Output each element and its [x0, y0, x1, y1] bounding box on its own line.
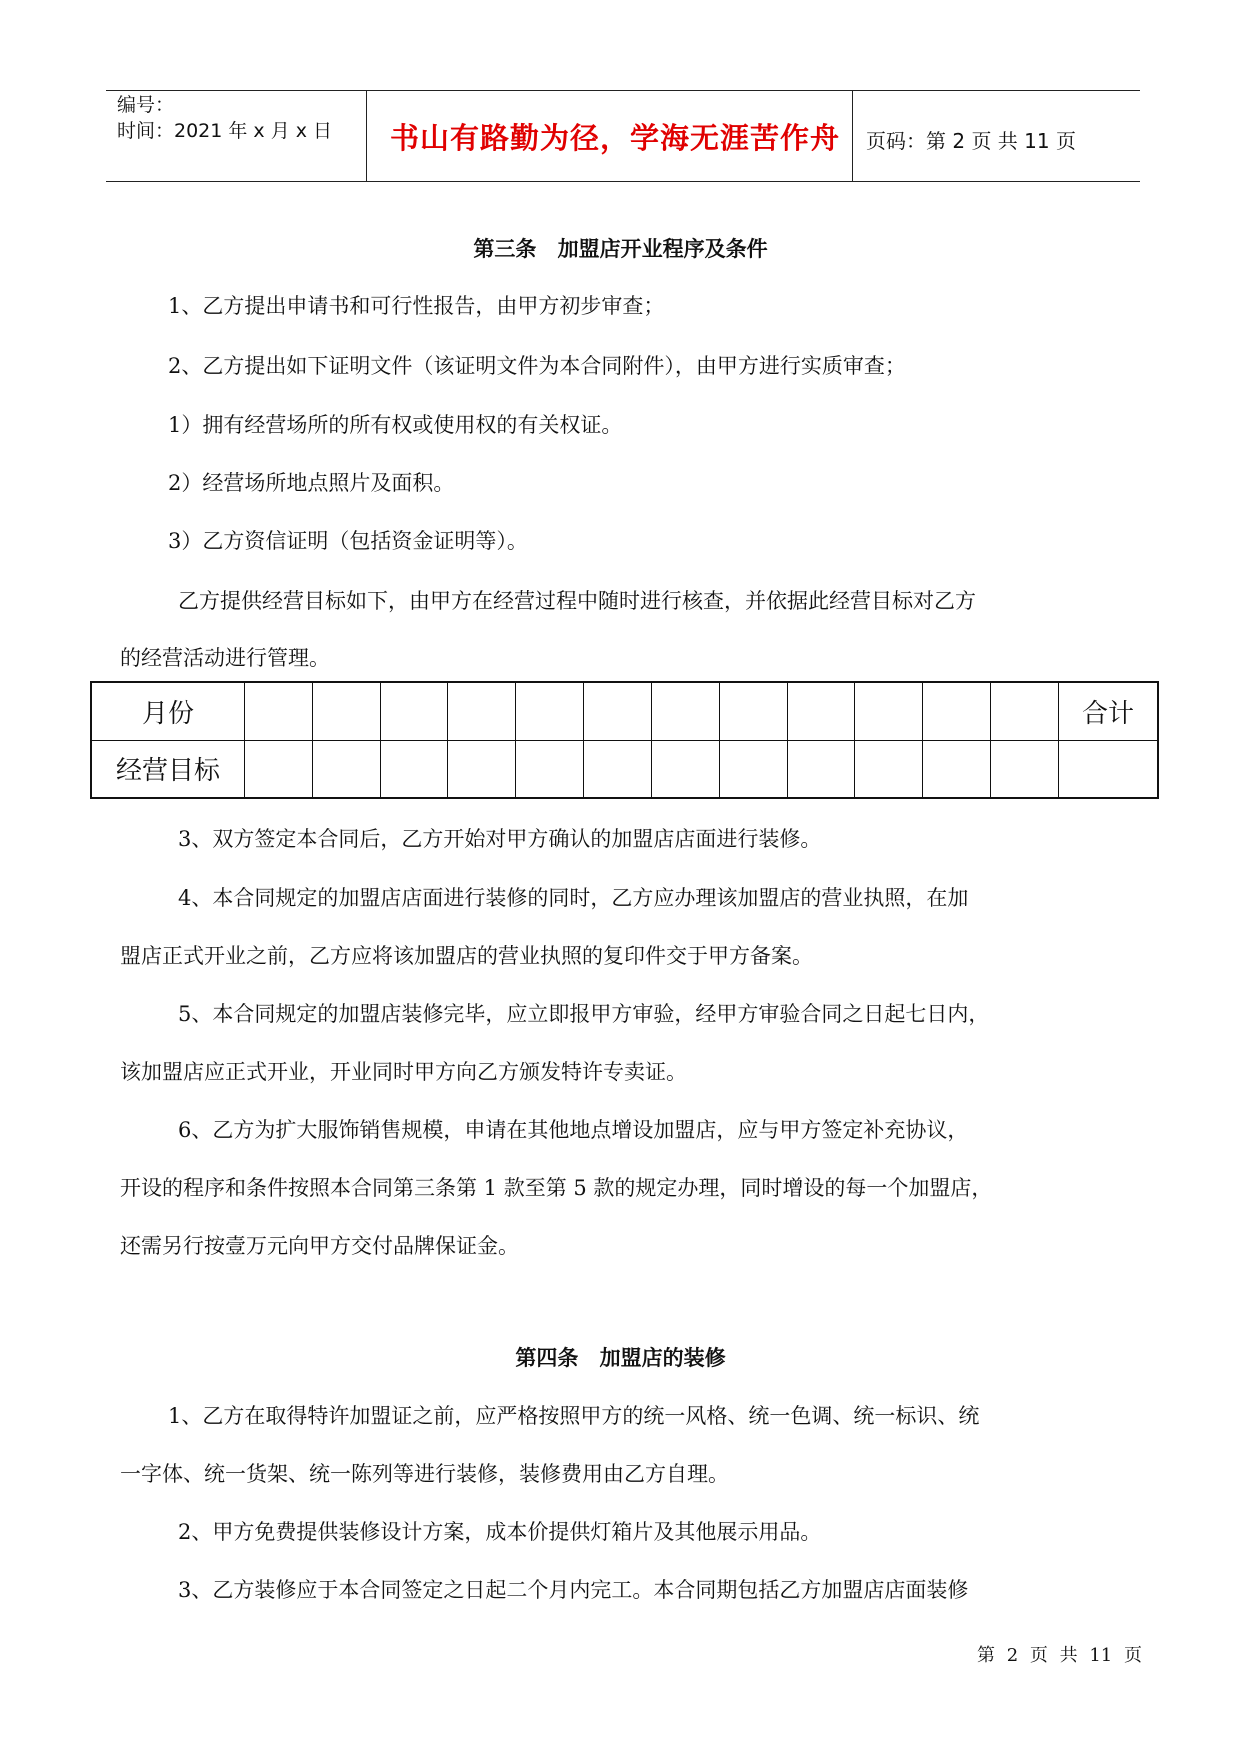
- header-top-rule: [106, 90, 1140, 91]
- article-3-item-2: 2、乙方提出如下证明文件（该证明文件为本合同附件），由甲方进行实质审查；: [168, 354, 906, 378]
- table-cell: [245, 682, 313, 740]
- article-3-item-6-line-2: 开设的程序和条件按照本合同第三条第 1 款至第 5 款的规定办理，同时增设的每一个加盟店，: [120, 1176, 993, 1200]
- target-label-cell: 经营目标: [91, 740, 245, 798]
- article-4-item-2: 2、甲方免费提供装修设计方案，成本价提供灯箱片及其他展示用品。: [178, 1520, 822, 1544]
- header-divider-left: [366, 90, 367, 181]
- table-cell: [855, 682, 923, 740]
- article-3-item-5-line-1: 5、本合同规定的加盟店装修完毕，应立即报甲方审验，经甲方审验合同之日起七日内，: [178, 1002, 990, 1026]
- table-cell: [448, 740, 516, 798]
- article-3-item-3: 3、双方签定本合同后，乙方开始对甲方确认的加盟店店面进行装修。: [178, 827, 822, 851]
- document-time: 时间：2021 年 x 月 x 日: [117, 120, 333, 142]
- header-motto: 书山有路勤为径，学海无涯苦作舟: [390, 121, 841, 155]
- table-cell: [516, 682, 584, 740]
- article-3-item-5-line-2: 该加盟店应正式开业，开业同时甲方向乙方颁发特许专卖证。: [120, 1060, 687, 1084]
- target-paragraph-line-2: 的经营活动进行管理。: [120, 646, 330, 670]
- month-label-cell: 月份: [91, 682, 245, 740]
- table-cell: [380, 682, 448, 740]
- table-cell: [923, 682, 991, 740]
- article-3-sub-3: 3）乙方资信证明（包括资金证明等）。: [168, 529, 528, 553]
- table-cell: [584, 682, 652, 740]
- total-label-cell: 合计: [1059, 682, 1159, 740]
- table-cell: [1059, 740, 1159, 798]
- header-page-code: 页码：第 2 页 共 11 页: [866, 129, 1076, 153]
- table-cell: [651, 682, 719, 740]
- table-cell: [651, 740, 719, 798]
- table-cell: [787, 740, 855, 798]
- header-divider-right: [852, 90, 853, 181]
- table-cell: [448, 682, 516, 740]
- table-cell: [516, 740, 584, 798]
- table-cell: [719, 682, 787, 740]
- table-cell: [312, 740, 380, 798]
- article-3-item-4-line-1: 4、本合同规定的加盟店店面进行装修的同时，乙方应办理该加盟店的营业执照，在加: [178, 886, 969, 910]
- table-cell: [312, 682, 380, 740]
- table-row: [91, 682, 1158, 740]
- table-cell: [855, 740, 923, 798]
- business-target-table: [90, 681, 1159, 799]
- article-3-sub-1: 1）拥有经营场所的所有权或使用权的有关权证。: [168, 413, 623, 437]
- article-3-title: 第三条 加盟店开业程序及条件: [473, 237, 768, 261]
- table-cell: [923, 740, 991, 798]
- article-3-sub-2: 2）经营场所地点照片及面积。: [168, 471, 455, 495]
- table-cell: [991, 682, 1059, 740]
- table-cell: [991, 740, 1059, 798]
- article-4-title: 第四条 加盟店的装修: [515, 1346, 726, 1370]
- article-3-item-4-line-2: 盟店正式开业之前，乙方应将该加盟店的营业执照的复印件交于甲方备案。: [120, 944, 813, 968]
- article-4-item-3-line-1: 3、乙方装修应于本合同签定之日起二个月内完工。本合同期包括乙方加盟店店面装修: [178, 1578, 969, 1602]
- table-row: [91, 740, 1158, 798]
- article-3-item-6-line-3: 还需另行按壹万元向甲方交付品牌保证金。: [120, 1234, 519, 1258]
- article-4-item-1-line-1: 1、乙方在取得特许加盟证之前，应严格按照甲方的统一风格、统一色调、统一标识、统: [168, 1404, 980, 1428]
- table-cell: [380, 740, 448, 798]
- article-4-item-1-line-2: 一字体、统一货架、统一陈列等进行装修，装修费用由乙方自理。: [120, 1462, 729, 1486]
- page-footer: 第 2 页 共 11 页: [977, 1645, 1142, 1666]
- table-cell: [787, 682, 855, 740]
- table-cell: [719, 740, 787, 798]
- article-3-item-1: 1、乙方提出申请书和可行性报告，由甲方初步审查；: [168, 294, 665, 318]
- table-cell: [584, 740, 652, 798]
- document-number-label: 编号：: [117, 94, 175, 116]
- table-cell: [245, 740, 313, 798]
- target-paragraph-line-1: 乙方提供经营目标如下，由甲方在经营过程中随时进行核查，并依据此经营目标对乙方: [178, 589, 976, 613]
- header-bottom-rule: [106, 181, 1140, 182]
- article-3-item-6-line-1: 6、乙方为扩大服饰销售规模，申请在其他地点增设加盟店，应与甲方签定补充协议，: [178, 1118, 969, 1142]
